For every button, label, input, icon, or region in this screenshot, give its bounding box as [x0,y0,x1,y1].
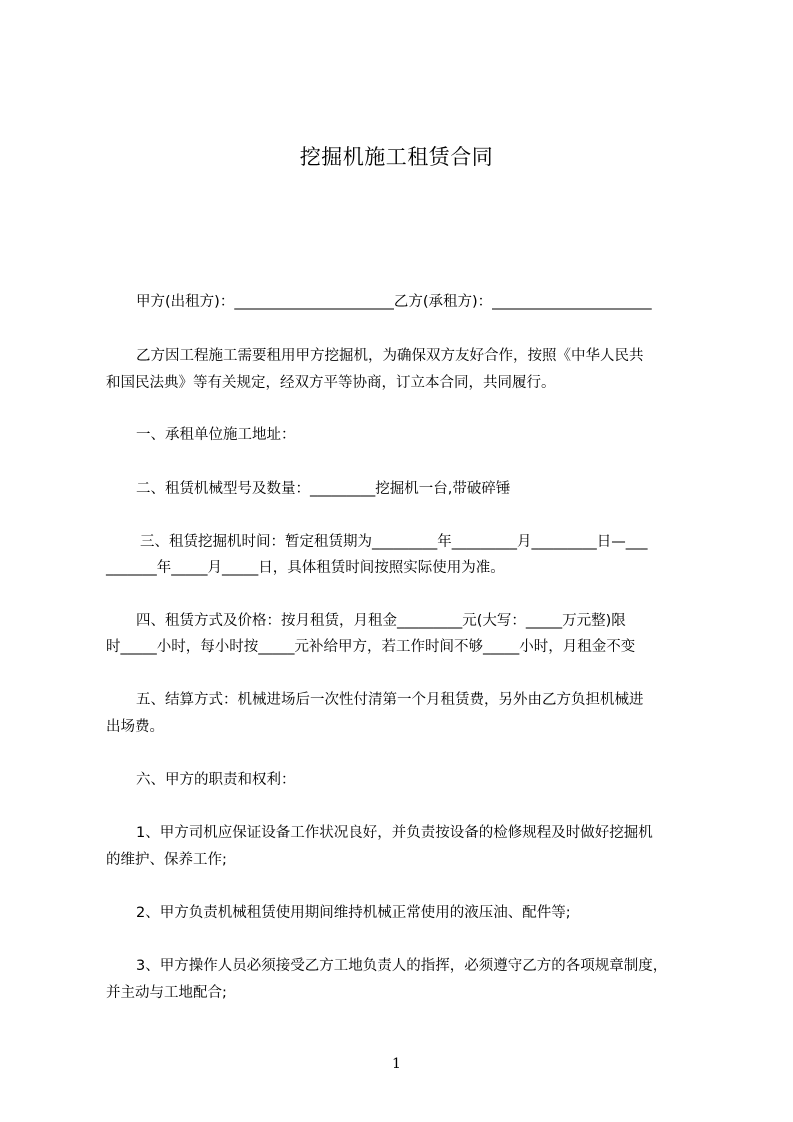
clause-2: 二、租赁机械型号及数量：_________挖掘机一台,带破碎锤 [136,481,511,497]
clause-3-line-2: _______年_____月_____日，具体租赁时间按照实际使用为准。 [106,560,505,576]
preamble-line-2: 和国民法典》等有关规定，经双方平等协商，订立本合同，共同履行。 [106,375,556,391]
clause-5-line-2: 出场费。 [106,719,164,735]
clause-5-line-1: 五、结算方式：机械进场后一次性付清第一个月租赁费，另外由乙方负担机械进 [136,692,644,708]
document-title: 挖掘机施工租赁合同 [299,145,494,169]
party-line: 甲方(出租方)：______________________乙方(承租方)：______________________ [136,294,652,310]
clause-6-item-1-line-1: 1、甲方司机应保证设备工作状况良好，并负责按设备的检修规程及时做好挖掘机 [136,825,653,841]
clause-4-line-1: 四、租赁方式及价格：按月租赁，月租金_________元(大写：_____万元整)限 [136,613,626,629]
clause-1: 一、承租单位施工地址： [136,427,296,443]
clause-6-item-3-line-1: 3、甲方操作人员必须接受乙方工地负责人的指挥，必须遵守乙方的各项规章制度， [136,958,668,974]
clause-6: 六、甲方的职责和权利： [136,772,296,788]
clause-3-line-1: 三、租赁挖掘机时间：暂定租赁期为_________年_________月_________日—___ [140,534,648,550]
page-number: 1 [392,1056,401,1072]
preamble-line-1: 乙方因工程施工需要租用甲方挖掘机，为确保双方友好合作，按照《中华人民共 [136,348,644,364]
clause-4-line-2: 时_____小时，每小时按_____元补给甲方，若工作时间不够_____小时，月租金不变 [106,639,636,655]
clause-6-item-2: 2、甲方负责机械租赁使用期间维持机械正常使用的液压油、配件等; [136,905,571,921]
clause-6-item-3-line-2: 并主动与工地配合; [106,985,227,1001]
clause-6-item-1-line-2: 的维护、保养工作; [106,852,227,868]
